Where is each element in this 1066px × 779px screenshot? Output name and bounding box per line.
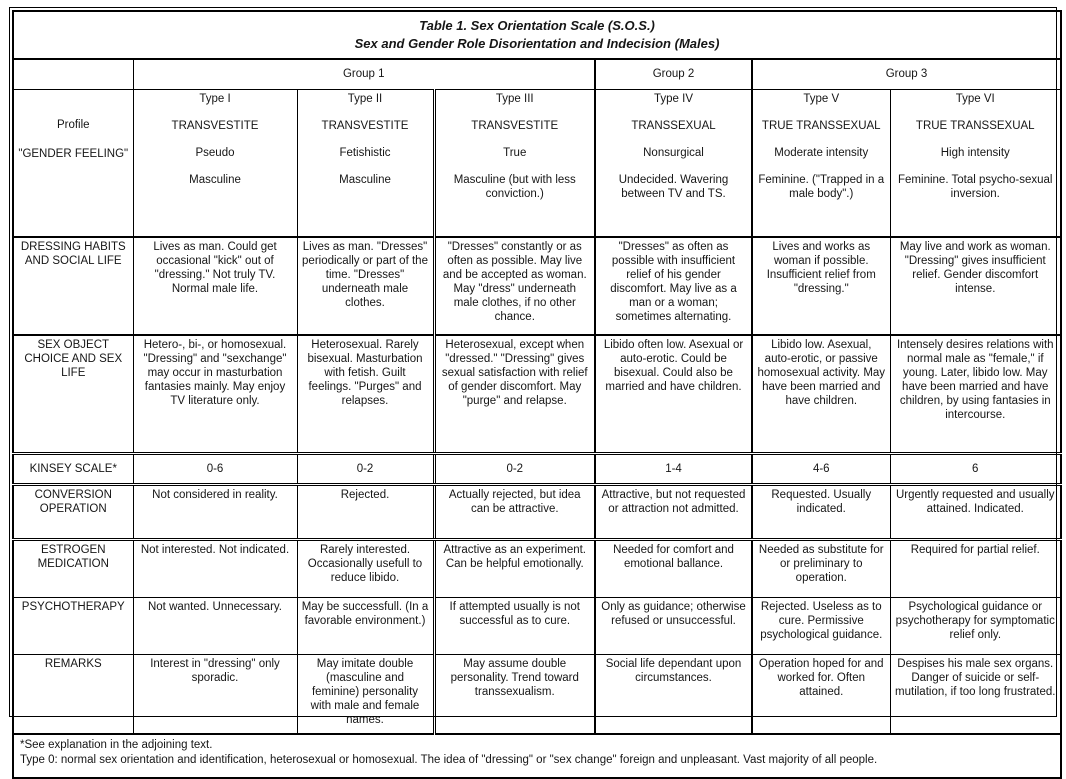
cell-dressing-type-4: "Dresses" as often as possible with insufficient relief of his gender discomfort. May live as a man or a woman; sometimes alternating. — [595, 237, 752, 335]
type-6-subtype: High intensity — [940, 147, 1010, 160]
group-header-3: Group 3 — [752, 59, 1061, 90]
cell-kinsey-type-6: 6 — [890, 454, 1061, 485]
type-5-title: Type V — [803, 93, 840, 105]
type-3-name: TRANSVESTITE — [471, 120, 559, 133]
row-label-conversion: CONVERSION OPERATION — [13, 485, 133, 540]
col-header-type-1 — [133, 90, 297, 238]
row-psychotherapy — [13, 598, 1061, 655]
cell-sex-object-type-5: Libido low. Asexual, auto-erotic, or passive homosexual activity. May have been married and have children. — [752, 335, 890, 454]
cell-kinsey-type-5: 4-6 — [752, 454, 890, 485]
cell-psychotherapy-type-6: Psychological guidance or psychotherapy for symptomatic relief only. — [890, 598, 1061, 655]
cell-psychotherapy-type-5: Rejected. Useless as to cure. Permissive psychological guidance. — [752, 598, 890, 655]
footnotes — [13, 734, 1061, 778]
col-header-type-5 — [752, 90, 890, 238]
footnote-line1: *See explanation in the adjoining text. — [20, 739, 213, 751]
cell-dressing-type-3: "Dresses" constantly or as often as possible. May live and be accepted as woman. May "dress" underneath male clothes, if no other chance. — [434, 237, 595, 335]
type-4-feeling: Undecided. Wavering between TV and TS. — [618, 174, 729, 201]
type-1-subtype: Pseudo — [195, 147, 235, 160]
group-header-1: Group 1 — [133, 59, 595, 90]
type-2-title: Type II — [347, 93, 383, 105]
type-4-name: TRANSSEXUAL — [631, 120, 716, 133]
cell-estrogen-type-1: Not interested. Not indicated. — [133, 540, 297, 598]
row-label-sex-object: SEX OBJECT CHOICE AND SEX LIFE — [13, 335, 133, 454]
cell-sex-object-type-3: Heterosexual, except when "dressed." "Dressing" gives sexual satisfaction with relief of gender discomfort. May "purge" and relapse. — [434, 335, 595, 454]
type-5-feeling: Feminine. ("Trapped in a male body".) — [758, 174, 885, 201]
title-row — [13, 11, 1061, 59]
cell-conversion-type-6: Urgently requested and usually attained. Indicated. — [890, 485, 1061, 540]
row-estrogen — [13, 540, 1061, 598]
cell-estrogen-type-3: Attractive as an experiment. Can be helpful emotionally. — [434, 540, 595, 598]
type-3-title: Type III — [495, 93, 534, 105]
cell-estrogen-type-4: Needed for comfort and emotional ballance. — [595, 540, 752, 598]
cell-remarks-type-5: Operation hoped for and worked for. Often attained. — [752, 655, 890, 735]
type-6-name: TRUE TRANSSEXUAL — [915, 120, 1035, 133]
type-6-title: Type VI — [955, 93, 995, 105]
type-3-feeling: Masculine (but with less conviction.) — [453, 174, 576, 201]
profile-row — [13, 90, 1061, 238]
row-sex-object — [13, 335, 1061, 454]
row-remarks — [13, 655, 1061, 735]
row-label-remarks: REMARKS — [13, 655, 133, 735]
type-4-subtype: Nonsurgical — [643, 147, 704, 160]
sos-table — [12, 10, 1062, 779]
col-header-type-6 — [890, 90, 1061, 238]
row-dressing — [13, 237, 1061, 335]
cell-kinsey-type-2: 0-2 — [297, 454, 434, 485]
cell-remarks-type-1: Interest in "dressing" only sporadic. — [133, 655, 297, 735]
row-label-psychotherapy: PSYCHOTHERAPY — [13, 598, 133, 655]
cell-sex-object-type-2: Heterosexual. Rarely bisexual. Masturbation with fetish. Guilt feelings. "Purges" and relapses. — [297, 335, 434, 454]
cell-conversion-type-5: Requested. Usually indicated. — [752, 485, 890, 540]
cell-remarks-type-3: May assume double personality. Trend toward transsexualism. — [434, 655, 595, 735]
cell-estrogen-type-5: Needed as substitute for or preliminary to operation. — [752, 540, 890, 598]
cell-conversion-type-1: Not considered in reality. — [133, 485, 297, 540]
col-header-type-2 — [297, 90, 434, 238]
cell-conversion-type-3: Actually rejected, but idea can be attractive. — [434, 485, 595, 540]
type-3-subtype: True — [503, 147, 527, 160]
table-title-line1: Table 1. Sex Orientation Scale (S.O.S.) — [419, 18, 655, 34]
type-1-title: Type I — [199, 93, 231, 105]
cell-dressing-type-1: Lives as man. Could get occasional "kick" out of "dressing." Not truly TV. Normal male life. — [133, 237, 297, 335]
cell-remarks-type-4: Social life dependant upon circumstances. — [595, 655, 752, 735]
table-title — [13, 11, 1061, 59]
cell-dressing-type-6: May live and work as woman. "Dressing" gives insufficient relief. Gender discomfort intense. — [890, 237, 1061, 335]
cell-kinsey-type-1: 0-6 — [133, 454, 297, 485]
cell-psychotherapy-type-1: Not wanted. Unnecessary. — [133, 598, 297, 655]
cell-sex-object-type-4: Libido often low. Asexual or auto-erotic. Could be bisexual. Could also be married and have children. — [595, 335, 752, 454]
cell-kinsey-type-3: 0-2 — [434, 454, 595, 485]
cell-dressing-type-5: Lives and works as woman if possible. Insufficient relief from "dressing." — [752, 237, 890, 335]
cell-estrogen-type-2: Rarely interested. Occasionally usefull to reduce libido. — [297, 540, 434, 598]
table-title-line2: Sex and Gender Role Disorientation and Indecision (Males) — [354, 36, 720, 51]
type-1-name: TRANSVESTITE — [171, 120, 259, 133]
cell-psychotherapy-type-2: May be successfull. (In a favorable environment.) — [297, 598, 434, 655]
type-4-title: Type IV — [654, 93, 693, 105]
cell-psychotherapy-type-4: Only as guidance; otherwise refused or unsuccessful. — [595, 598, 752, 655]
footnote-line2: Type 0: normal sex orientation and identification, heterosexual or homosexual. The idea of "dressing" or "sex change" foreign and unpleasant. Vast majority of all people. — [20, 753, 878, 766]
type-5-subtype: Moderate intensity — [774, 147, 869, 160]
cell-sex-object-type-6: Intensely desires relations with normal male as "female," if young. Later, libido low. May have been married and have children, by using fantasies in intercourse. — [890, 335, 1061, 454]
row-label-estrogen: ESTROGEN MEDICATION — [13, 540, 133, 598]
cell-remarks-type-6: Despises his male sex organs. Danger of suicide or self-mutilation, if too long frustrated. — [890, 655, 1061, 735]
row-kinsey — [13, 454, 1061, 485]
footnote-row — [13, 734, 1061, 778]
type-1-feeling: Masculine — [189, 174, 241, 187]
type-2-name: TRANSVESTITE — [321, 120, 409, 133]
group-header-row — [13, 59, 1061, 90]
row-label-dressing: DRESSING HABITS AND SOCIAL LIFE — [13, 237, 133, 335]
cell-kinsey-type-4: 1-4 — [595, 454, 752, 485]
cell-remarks-type-2: May imitate double (masculine and feminine) personality with male and female names. — [297, 655, 434, 735]
type-5-name: TRUE TRANSSEXUAL — [761, 120, 881, 133]
row-label-profile — [13, 90, 133, 238]
cell-dressing-type-2: Lives as man. "Dresses" periodically or part of the time. "Dresses" underneath male clothes. — [297, 237, 434, 335]
type-2-feeling: Masculine — [339, 174, 391, 187]
col-header-type-4 — [595, 90, 752, 238]
cell-estrogen-type-6: Required for partial relief. — [890, 540, 1061, 598]
table-frame — [9, 7, 1057, 766]
type-6-feeling: Feminine. Total psycho-sexual inversion. — [898, 174, 1053, 201]
row-conversion — [13, 485, 1061, 540]
profile-label-line2: "GENDER FEELING" — [18, 148, 129, 161]
col-header-type-3 — [434, 90, 595, 238]
group-header-spacer — [13, 59, 133, 90]
cell-psychotherapy-type-3: If attempted usually is not successful as to cure. — [434, 598, 595, 655]
group-header-2: Group 2 — [595, 59, 752, 90]
row-label-kinsey: KINSEY SCALE* — [13, 454, 133, 485]
cell-conversion-type-4: Attractive, but not requested or attraction not admitted. — [595, 485, 752, 540]
type-2-subtype: Fetishistic — [339, 147, 391, 160]
profile-label-line1: Profile — [56, 119, 90, 131]
cell-sex-object-type-1: Hetero-, bi-, or homosexual. "Dressing" and "sexchange" may occur in masturbation fantasies mainly. May enjoy TV literature only. — [133, 335, 297, 454]
cell-conversion-type-2: Rejected. — [297, 485, 434, 540]
